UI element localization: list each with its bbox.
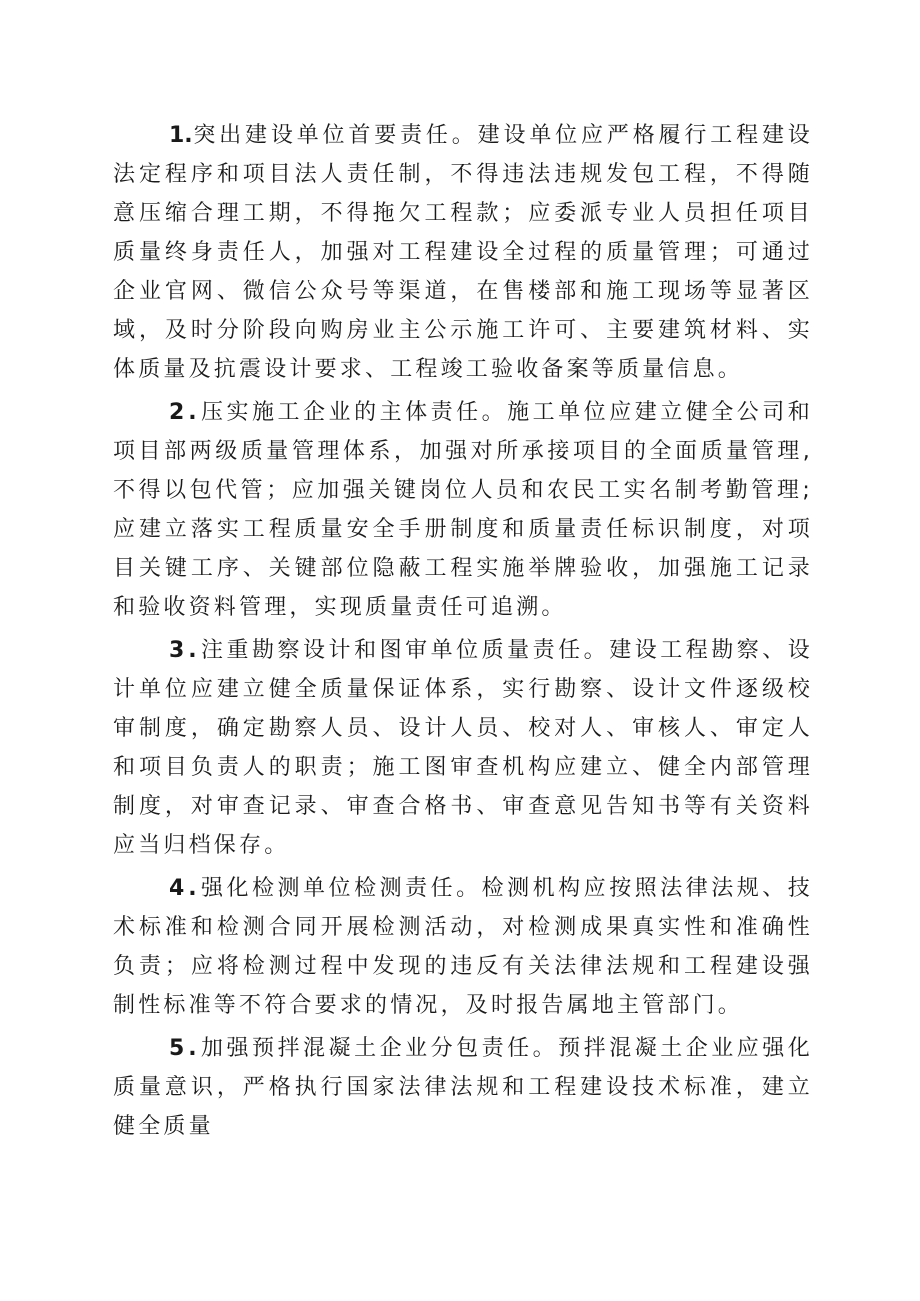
paragraph-text: 压实施工企业的主体责任。施工单位应建立健全公司和项目部两级质量管理体系，加强对所承接项目的全面质量管理,不得以包代管；应加强关键岗位人员和农民工实名制考勤管理;应建立落实工程质量安全手册制度和质量责任标识制度，对项目关键工序、关键部位隐蔽工程实施举牌验收，加强施工记录和验收资料管理，实现质量责任可追溯。	[113, 400, 813, 620]
document-body	[113, 116, 813, 1150]
paragraph-4	[113, 869, 813, 1025]
paragraph-number: 1.	[169, 123, 193, 148]
paragraph-2	[113, 393, 813, 627]
paragraph-1	[113, 116, 813, 389]
paragraph-number: 4.	[169, 876, 201, 901]
paragraph-text: 强化检测单位检测责任。检测机构应按照法律法规、技术标准和检测合同开展检测活动，对检测成果真实性和准确性负责；应将检测过程中发现的违反有关法律法规和工程建设强制性标准等不符合要求的情况，及时报告属地主管部门。	[113, 876, 813, 1018]
paragraph-number: 5.	[169, 1036, 201, 1061]
paragraph-text: 突出建设单位首要责任。建设单位应严格履行工程建设法定程序和项目法人责任制，不得违法违规发包工程，不得随意压缩合理工期，不得拖欠工程款；应委派专业人员担任项目质量终身责任人，加强对工程建设全过程的质量管理；可通过企业官网、微信公众号等渠道，在售楼部和施工现场等显著区域，及时分阶段向购房业主公示施工许可、主要建筑材料、实体质量及抗震设计要求、工程竣工验收备案等质量信息。	[113, 123, 813, 382]
paragraph-text: 注重勘察设计和图审单位质量责任。建设工程勘察、设计单位应建立健全质量保证体系，实行勘察、设计文件逐级校审制度，确定勘察人员、设计人员、校对人、审核人、审定人和项目负责人的职责；施工图审查机构应建立、健全内部管理制度，对审查记录、审查合格书、审查意见告知书等有关资料应当归档保存。	[113, 638, 813, 858]
paragraph-5	[113, 1029, 813, 1146]
paragraph-number: 2.	[169, 400, 201, 425]
paragraph-number: 3.	[169, 638, 201, 663]
paragraph-text: 加强预拌混凝土企业分包责任。预拌混凝土企业应强化质量意识，严格执行国家法律法规和工程建设技术标准，建立健全质量	[113, 1036, 813, 1139]
paragraph-3	[113, 631, 813, 865]
